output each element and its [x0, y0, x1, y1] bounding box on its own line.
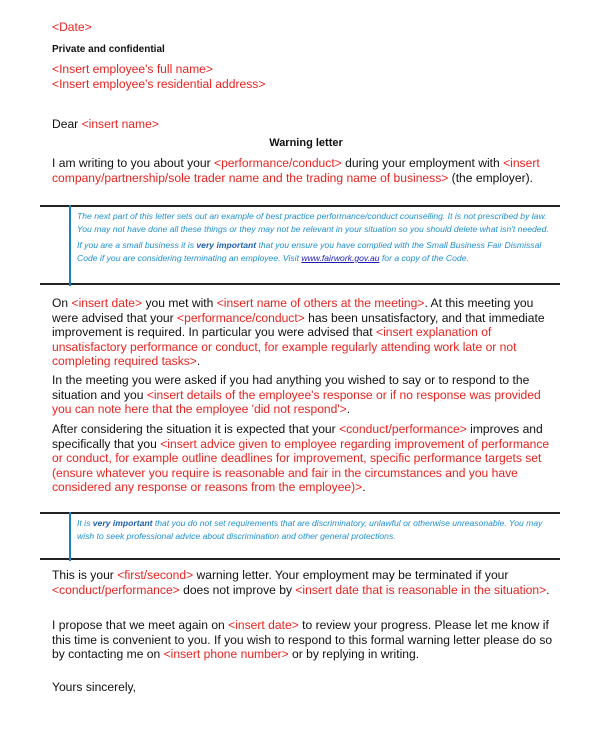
note-text-part: It is — [77, 518, 93, 528]
body-text: . — [196, 354, 201, 369]
note-text-part: that you do not set requirements that are discriminatory, unlawful or otherwise unreasonable. You may wish to seek professional advice about discrimination and other general protections. — [77, 518, 543, 541]
placeholder-text: <insert date> — [71, 296, 143, 310]
letter-title: Warning letter — [269, 137, 343, 149]
note-text — [77, 239, 550, 265]
salutation — [52, 117, 557, 132]
date-placeholder: <Date> — [52, 20, 92, 34]
body-text: during your employment with — [341, 156, 504, 170]
note-bar — [69, 512, 71, 561]
body-text: I am writing to you about your — [52, 156, 215, 170]
dear-name-placeholder: <insert name> — [81, 117, 159, 131]
body-text: . At this meeting you were advised that your — [52, 296, 534, 325]
placeholder-text: <first/second> — [117, 568, 194, 582]
employee-name-placeholder: <Insert employee's full name> — [52, 62, 213, 76]
placeholder-text: <insert date> — [228, 618, 299, 632]
paragraph — [52, 296, 557, 369]
note-text: The next part of this letter sets out an example of best practice performance/conduct counselling. It is not prescribed by law. You may not have done all these things or they may not be relevant in your situation so you should delete what isn't needed. — [77, 211, 549, 234]
placeholder-text: <insert advice given to employee regarding improvement of performance or conduct, for example outline deadlines for improvement, specific performance targets set (ensure whatever you require is reasonable and fair in the circumstances and you have considered any response or reasons from the employee)> — [52, 436, 550, 495]
emphasis: very important — [92, 518, 153, 528]
paragraph — [52, 422, 557, 495]
placeholder-text: <insert date that is reasonable in the situation> — [295, 582, 547, 597]
note-text-part: If you are a small business it is — [77, 240, 197, 250]
note-text-part: that you ensure you have complied with the Small Business Fair Dismissal Code if you are considering terminating an employee. Visit — [77, 240, 542, 263]
paragraph — [52, 373, 557, 417]
placeholder-text: <conduct/performance> — [52, 582, 180, 597]
guidance-note-2 — [40, 512, 560, 560]
note-text — [77, 517, 550, 543]
private-confidential: Private and confidential — [52, 44, 165, 55]
body-text: does not improve by — [179, 582, 296, 597]
body-text: . — [546, 582, 550, 597]
closing: Yours sincerely, — [52, 680, 137, 694]
body-text: improves and specifically that you — [52, 422, 543, 451]
note-text-part: for a copy of the Code. — [379, 253, 469, 263]
employee-address-placeholder: <Insert employee's residential address> — [52, 77, 266, 91]
placeholder-text: <insert company/partnership/sole trader name and the trading name of business> — [52, 156, 540, 185]
note-bar — [69, 205, 71, 286]
body-text: I propose that we meet again on — [52, 618, 229, 632]
body-text: On — [52, 296, 72, 310]
body-text: . — [346, 402, 351, 417]
dear-label: Dear — [52, 117, 82, 131]
body-text: or by replying in writing. — [288, 647, 420, 662]
paragraph — [52, 618, 557, 662]
body-text: This is your — [52, 568, 118, 582]
body-text: In the meeting you were asked if you had anything you wished to say or to respond to the situation and you — [52, 373, 530, 402]
body-text: you met with — [142, 296, 217, 310]
fairwork-link[interactable]: www.fairwork.gov.au — [301, 253, 380, 263]
placeholder-text: <insert details of the employee's response or if no response was provided you can note here that the employee 'did not respond'> — [52, 387, 541, 417]
body-text: has been unsatisfactory, and that immediate improvement is required. In particular you were advised that — [52, 310, 545, 340]
body-text: to review your progress. Please let me know if this time is convenient to you. If you wish to respond to this formal warning letter please do so by contacting me on — [52, 618, 553, 662]
placeholder-text: <insert phone number> — [163, 647, 289, 662]
placeholder-text: <performance/conduct> — [214, 156, 342, 170]
emphasis: very important — [196, 240, 257, 250]
paragraph — [52, 568, 557, 597]
placeholder-text: <conduct/performance> — [339, 422, 467, 436]
body-text: warning letter. Your employment may be terminated if your — [193, 568, 509, 582]
body-text: After considering the situation it is expected that your — [52, 422, 340, 436]
placeholder-text: <performance/conduct> — [177, 310, 305, 325]
guidance-note-1 — [40, 205, 560, 285]
body-text: . — [362, 480, 366, 495]
paragraph — [52, 156, 557, 185]
body-text: (the employer). — [448, 170, 533, 185]
placeholder-text: <insert explanation of unsatisfactory performance or conduct, for example regularly attending work late or not completing required tasks> — [52, 325, 517, 369]
placeholder-text: <insert name of others at the meeting> — [216, 296, 425, 310]
